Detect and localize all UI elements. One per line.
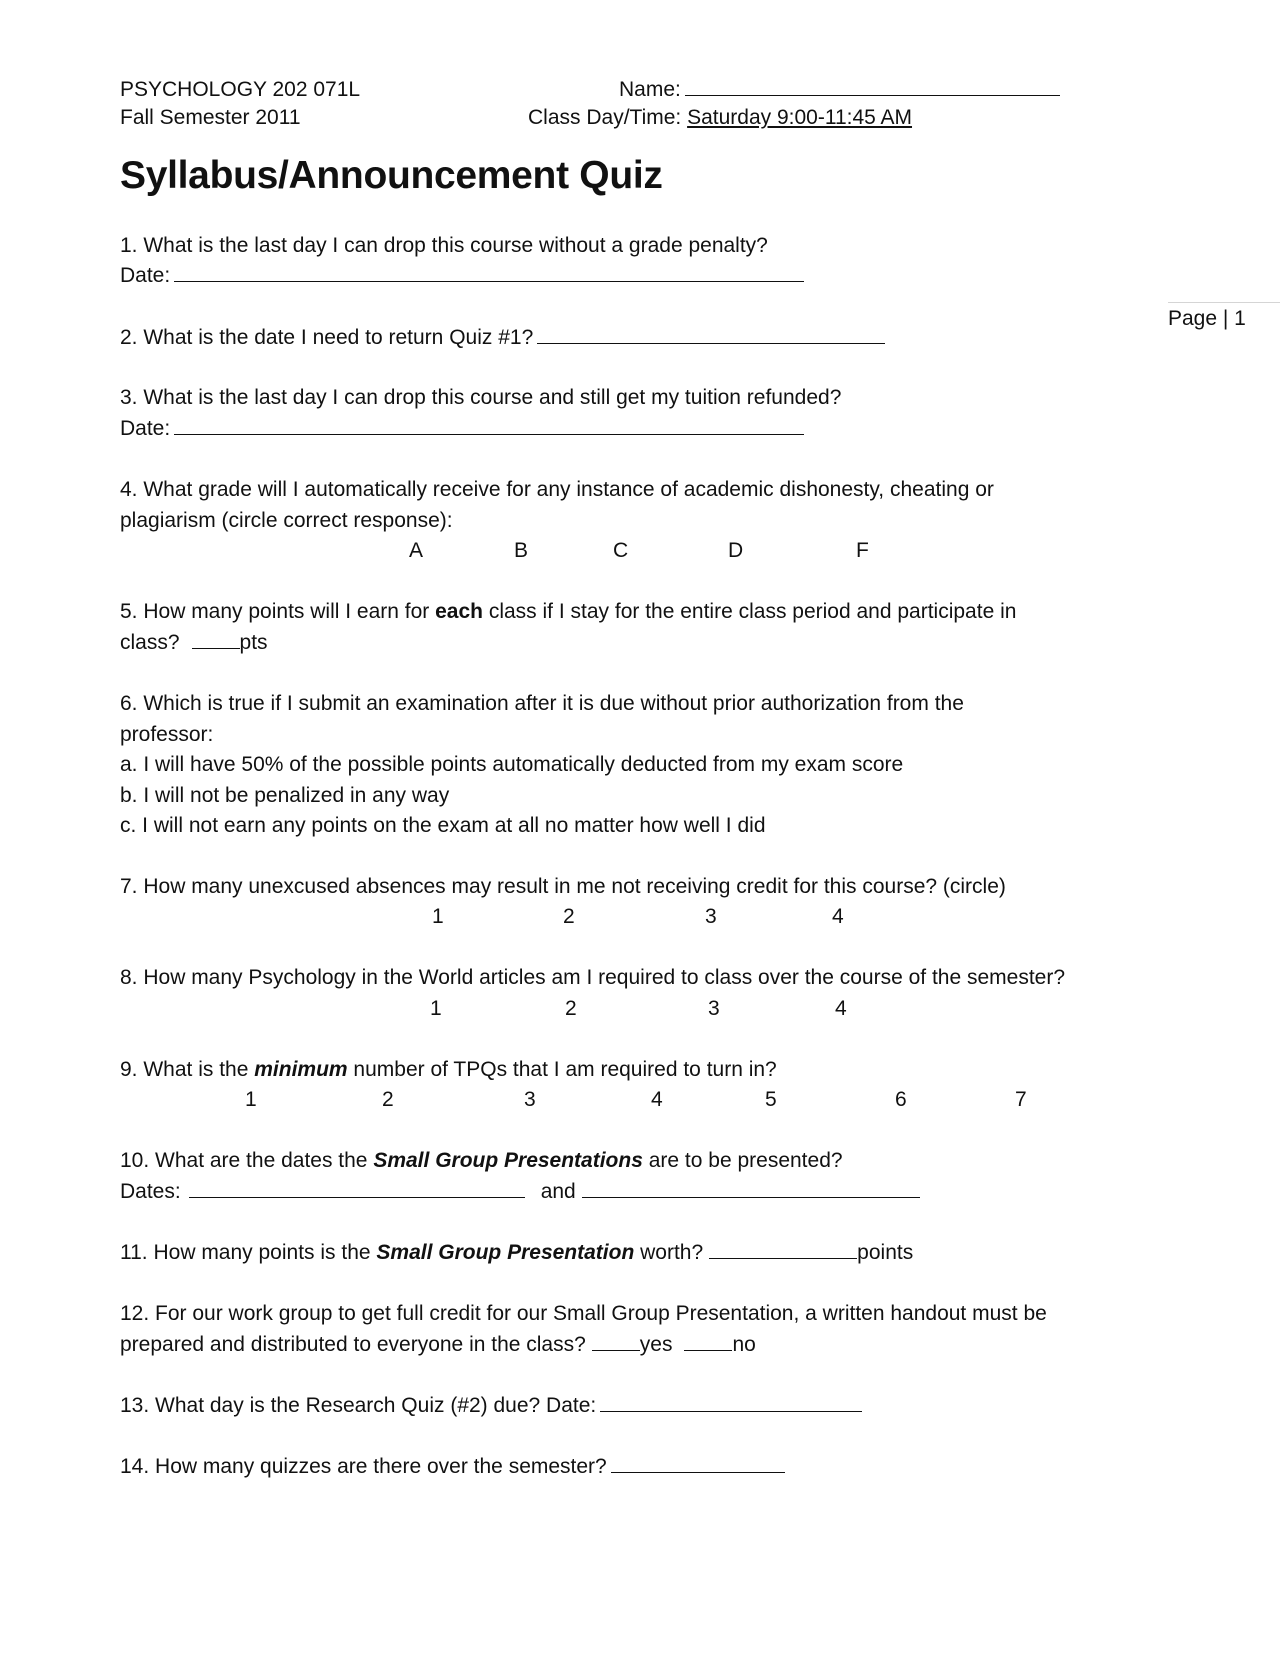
question-10-dates[interactable] <box>120 1179 920 1205</box>
question-5-line-1 <box>120 599 1016 625</box>
date-1-blank[interactable] <box>189 1179 525 1198</box>
class-time-value: Saturday 9:00-11:45 AM <box>687 106 913 129</box>
option-1[interactable]: 1 <box>430 997 442 1020</box>
option-c[interactable]: c. I will not earn any points on the exam at all no matter how well I did <box>120 814 766 837</box>
class-time-label: Class Day/Time: <box>528 106 682 129</box>
q9-text-post: number of TPQs that I am required to turn in? <box>347 1058 777 1081</box>
date-label: Date: <box>120 417 171 440</box>
option-2[interactable]: 2 <box>563 905 575 928</box>
question-6-line-2: professor: <box>120 723 214 746</box>
q9-emphasis: minimum <box>254 1058 348 1081</box>
yes-blank[interactable] <box>592 1332 640 1351</box>
q5-text-post: class if I stay for the entire class period and participate in <box>483 600 1017 623</box>
no-label: no <box>732 1333 756 1356</box>
name-field[interactable] <box>619 77 1060 103</box>
option-2[interactable]: 2 <box>382 1088 394 1111</box>
option-4[interactable]: 4 <box>835 997 847 1020</box>
question-7: 7. How many unexcused absences may result in me not receiving credit for this course? (circle) <box>120 875 1006 898</box>
q5-text-pre: 5. How many points will I earn for <box>120 600 436 623</box>
q10-text-pre: 10. What are the dates the <box>120 1149 374 1172</box>
question-3: 3. What is the last day I can drop this course and still get my tuition refunded? <box>120 386 842 409</box>
option-c[interactable]: C <box>613 539 629 562</box>
option-4[interactable]: 4 <box>832 905 844 928</box>
option-a[interactable]: A <box>409 539 424 562</box>
question-2[interactable] <box>120 325 885 351</box>
q5-class-label: class? <box>120 631 180 654</box>
question-11[interactable] <box>120 1240 913 1266</box>
date-2-blank[interactable] <box>582 1179 920 1198</box>
q14-text: 14. How many quizzes are there over the semester? <box>120 1455 607 1478</box>
option-3[interactable]: 3 <box>705 905 717 928</box>
question-12-line-1: 12. For our work group to get full credit for our Small Group Presentation, a written handout must be <box>120 1302 1047 1325</box>
dates-label: Dates: <box>120 1180 181 1203</box>
q5-text-bold: each <box>435 600 483 623</box>
question-13[interactable] <box>120 1393 862 1419</box>
question-4-line-2: plagiarism (circle correct response): <box>120 509 453 532</box>
answer-blank[interactable] <box>537 325 885 344</box>
page-title: Syllabus/Announcement Quiz <box>120 154 663 197</box>
q10-emphasis: Small Group Presentations <box>373 1149 643 1172</box>
class-time-field <box>528 105 912 131</box>
question-12-line-2[interactable] <box>120 1332 756 1358</box>
option-7[interactable]: 7 <box>1015 1088 1027 1111</box>
points-blank[interactable] <box>709 1240 857 1259</box>
question-2-text: 2. What is the date I need to return Quiz #1? <box>120 326 534 349</box>
question-5-line-2[interactable] <box>120 630 268 656</box>
question-8: 8. How many Psychology in the World articles am I required to class over the course of the semester? <box>120 966 1066 989</box>
question-1: 1. What is the last day I can drop this course without a grade penalty? <box>120 234 768 257</box>
question-4-line-1: 4. What grade will I automatically receive for any instance of academic dishonesty, cheating or <box>120 478 994 501</box>
option-b[interactable]: b. I will not be penalized in any way <box>120 784 450 807</box>
option-5[interactable]: 5 <box>765 1088 777 1111</box>
q12-text: prepared and distributed to everyone in the class? <box>120 1333 586 1356</box>
and-label: and <box>540 1180 576 1203</box>
option-f[interactable]: F <box>856 539 869 562</box>
answer-blank[interactable] <box>174 263 804 282</box>
option-1[interactable]: 1 <box>245 1088 257 1111</box>
question-10 <box>120 1148 843 1174</box>
pts-label: pts <box>239 631 268 654</box>
q9-text-pre: 9. What is the <box>120 1058 255 1081</box>
option-4[interactable]: 4 <box>651 1088 663 1111</box>
option-6[interactable]: 6 <box>895 1088 907 1111</box>
points-label: points <box>857 1241 914 1264</box>
yes-label: yes <box>639 1333 673 1356</box>
date-label: Date: <box>120 264 171 287</box>
answer-blank[interactable] <box>174 416 804 435</box>
q11-text-pre: 11. How many points is the <box>120 1241 377 1264</box>
no-blank[interactable] <box>684 1332 732 1351</box>
q13-text: 13. What day is the Research Quiz (#2) due? Date: <box>120 1394 597 1417</box>
q10-text-post: are to be presented? <box>642 1149 843 1172</box>
question-3-date[interactable] <box>120 416 804 442</box>
option-2[interactable]: 2 <box>565 997 577 1020</box>
page-number: Page | 1 <box>1168 307 1246 330</box>
question-14[interactable] <box>120 1454 785 1480</box>
points-blank[interactable] <box>192 630 240 649</box>
name-label: Name: <box>619 78 681 101</box>
semester: Fall Semester 2011 <box>120 106 301 129</box>
option-1[interactable]: 1 <box>432 905 444 928</box>
name-blank[interactable] <box>685 77 1060 96</box>
answer-blank[interactable] <box>600 1393 862 1412</box>
question-6-line-1: 6. Which is true if I submit an examination after it is due without prior authorization from the <box>120 692 964 715</box>
q11-text-post: worth? <box>634 1241 704 1264</box>
question-9 <box>120 1057 777 1083</box>
margin-rule <box>1168 302 1280 303</box>
option-d[interactable]: D <box>728 539 744 562</box>
question-1-date[interactable] <box>120 263 804 289</box>
option-3[interactable]: 3 <box>524 1088 536 1111</box>
option-3[interactable]: 3 <box>708 997 720 1020</box>
answer-blank[interactable] <box>611 1454 785 1473</box>
q11-emphasis: Small Group Presentation <box>376 1241 635 1264</box>
option-a[interactable]: a. I will have 50% of the possible points automatically deducted from my exam score <box>120 753 904 776</box>
course-code: PSYCHOLOGY 202 071L <box>120 78 361 101</box>
option-b[interactable]: B <box>514 539 529 562</box>
